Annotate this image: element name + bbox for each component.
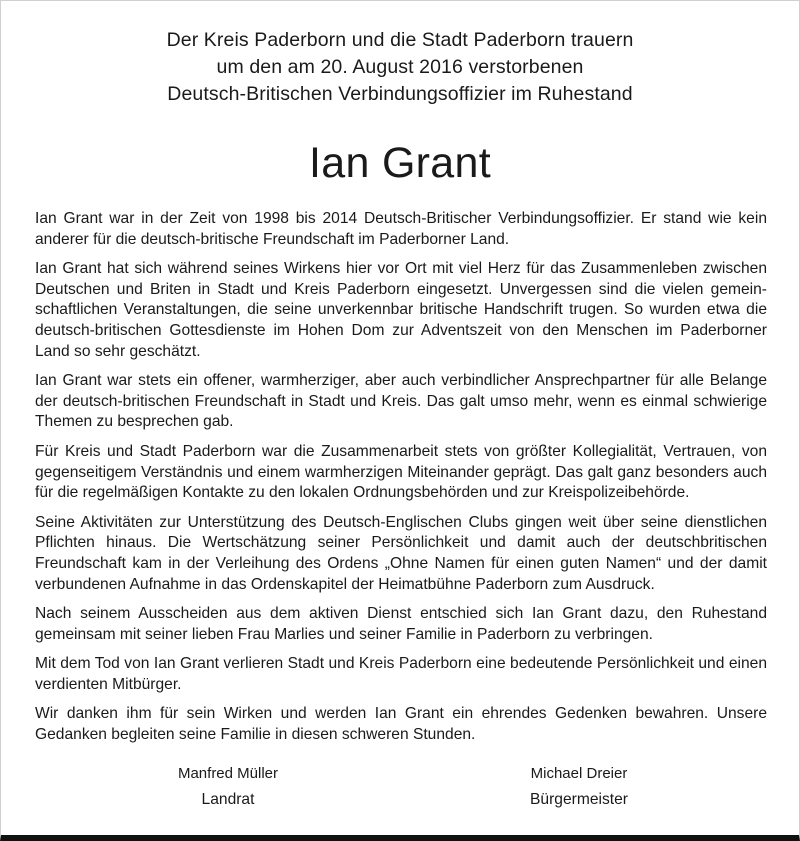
intro-line: um den am 20. August 2016 verstorbenen [216, 56, 584, 78]
intro-text [1, 27, 799, 108]
intro-line: Der Kreis Paderborn und die Stadt Paderborn trauern [166, 29, 634, 51]
body-paragraph: Wir danken ihm für sein Wirken und werden Ian Grant ein ehrendes Gedenken bewahren. Unsere Gedanken begleiten seine Familie in diesen schweren Stunden. [35, 705, 767, 744]
signatory-role: Bürgermeister [530, 791, 628, 808]
body-paragraph: Ian Grant war in der Zeit von 1998 bis 2014 Deutsch-Britischer Verbindungsoffizier. Er stand wie kein anderer für die deutsch-britische Freundschaft im Paderborner Land. [35, 210, 767, 248]
signatory-landrat [128, 761, 328, 813]
body-paragraph: Seine Aktivitäten zur Unterstützung des Deutsch-Englischen Clubs gingen weit über seine dienstlichen Pflichten hinaus. Die Wertschätzung seiner Persönlichkeit und damit auch der deutschbritischen Freundschaft kam in der Verleihung des Ordens „Ohne Namen für einen guten Namen“ und der damit verbundenen Aufnahme in das Ordenskapitel der Heimatbühne Paderborn zum Ausdruck. [35, 513, 767, 593]
obituary-body [35, 209, 767, 755]
body-paragraph: Nach seinem Ausscheiden aus dem aktiven Dienst entschied sich Ian Grant dazu, den Ruhestand gemeinsam mit seiner lieben Frau Marlies und seiner Familie in Paderborn zu verbringen. [35, 605, 767, 643]
deceased-name: Ian Grant [309, 139, 491, 187]
signatory-buergermeister [479, 761, 679, 813]
body-paragraph: Ian Grant war stets ein offener, warmherziger, aber auch verbindlicher Ansprechpartner für alle Belange der deutsch-britischen Freundschaft in Stadt und Kreis. Das galt umso mehr, wenn es einmal schwierige Themen zu besprechen gab. [35, 372, 767, 431]
signatory-role: Landrat [201, 791, 255, 808]
signatory-name: Manfred Müller [177, 765, 279, 782]
body-paragraph: Ian Grant hat sich während seines Wirkens hier vor Ort mit viel Herz für das Zusammenleben zwischen Deutschen und Briten in Stadt und Kreis Paderborn eingesetzt. Unvergessen sind die vielen gemeinschaftlichen Veranstaltungen, die seine unverkennbar britische Handschrift trugen. So wurden etwa die deutsch-britischen Gottesdienste im Hohen Dom zur Adventszeit von den Menschen im Paderborner Land so sehr geschätzt. [35, 260, 767, 360]
signatory-name: Michael Dreier [530, 765, 628, 782]
intro-line: Deutsch-Britischen Verbindungsoffizier im Ruhestand [167, 83, 633, 105]
body-paragraph: Mit dem Tod von Ian Grant verlieren Stadt und Kreis Paderborn eine bedeutende Persönlichkeit und einen verdienten Mitbürger. [35, 655, 767, 693]
body-paragraph: Für Kreis und Stadt Paderborn war die Zusammenarbeit stets von größter Kollegialität, Vertrauen, von gegenseitigem Verständnis und einem warmherzigen Miteinander geprägt. Das galt ganz besonders auch für die regelmäßigen Kontakte zu den lokalen Ordnungsbehörden und zur Kreispolizeibehörde. [35, 442, 767, 502]
